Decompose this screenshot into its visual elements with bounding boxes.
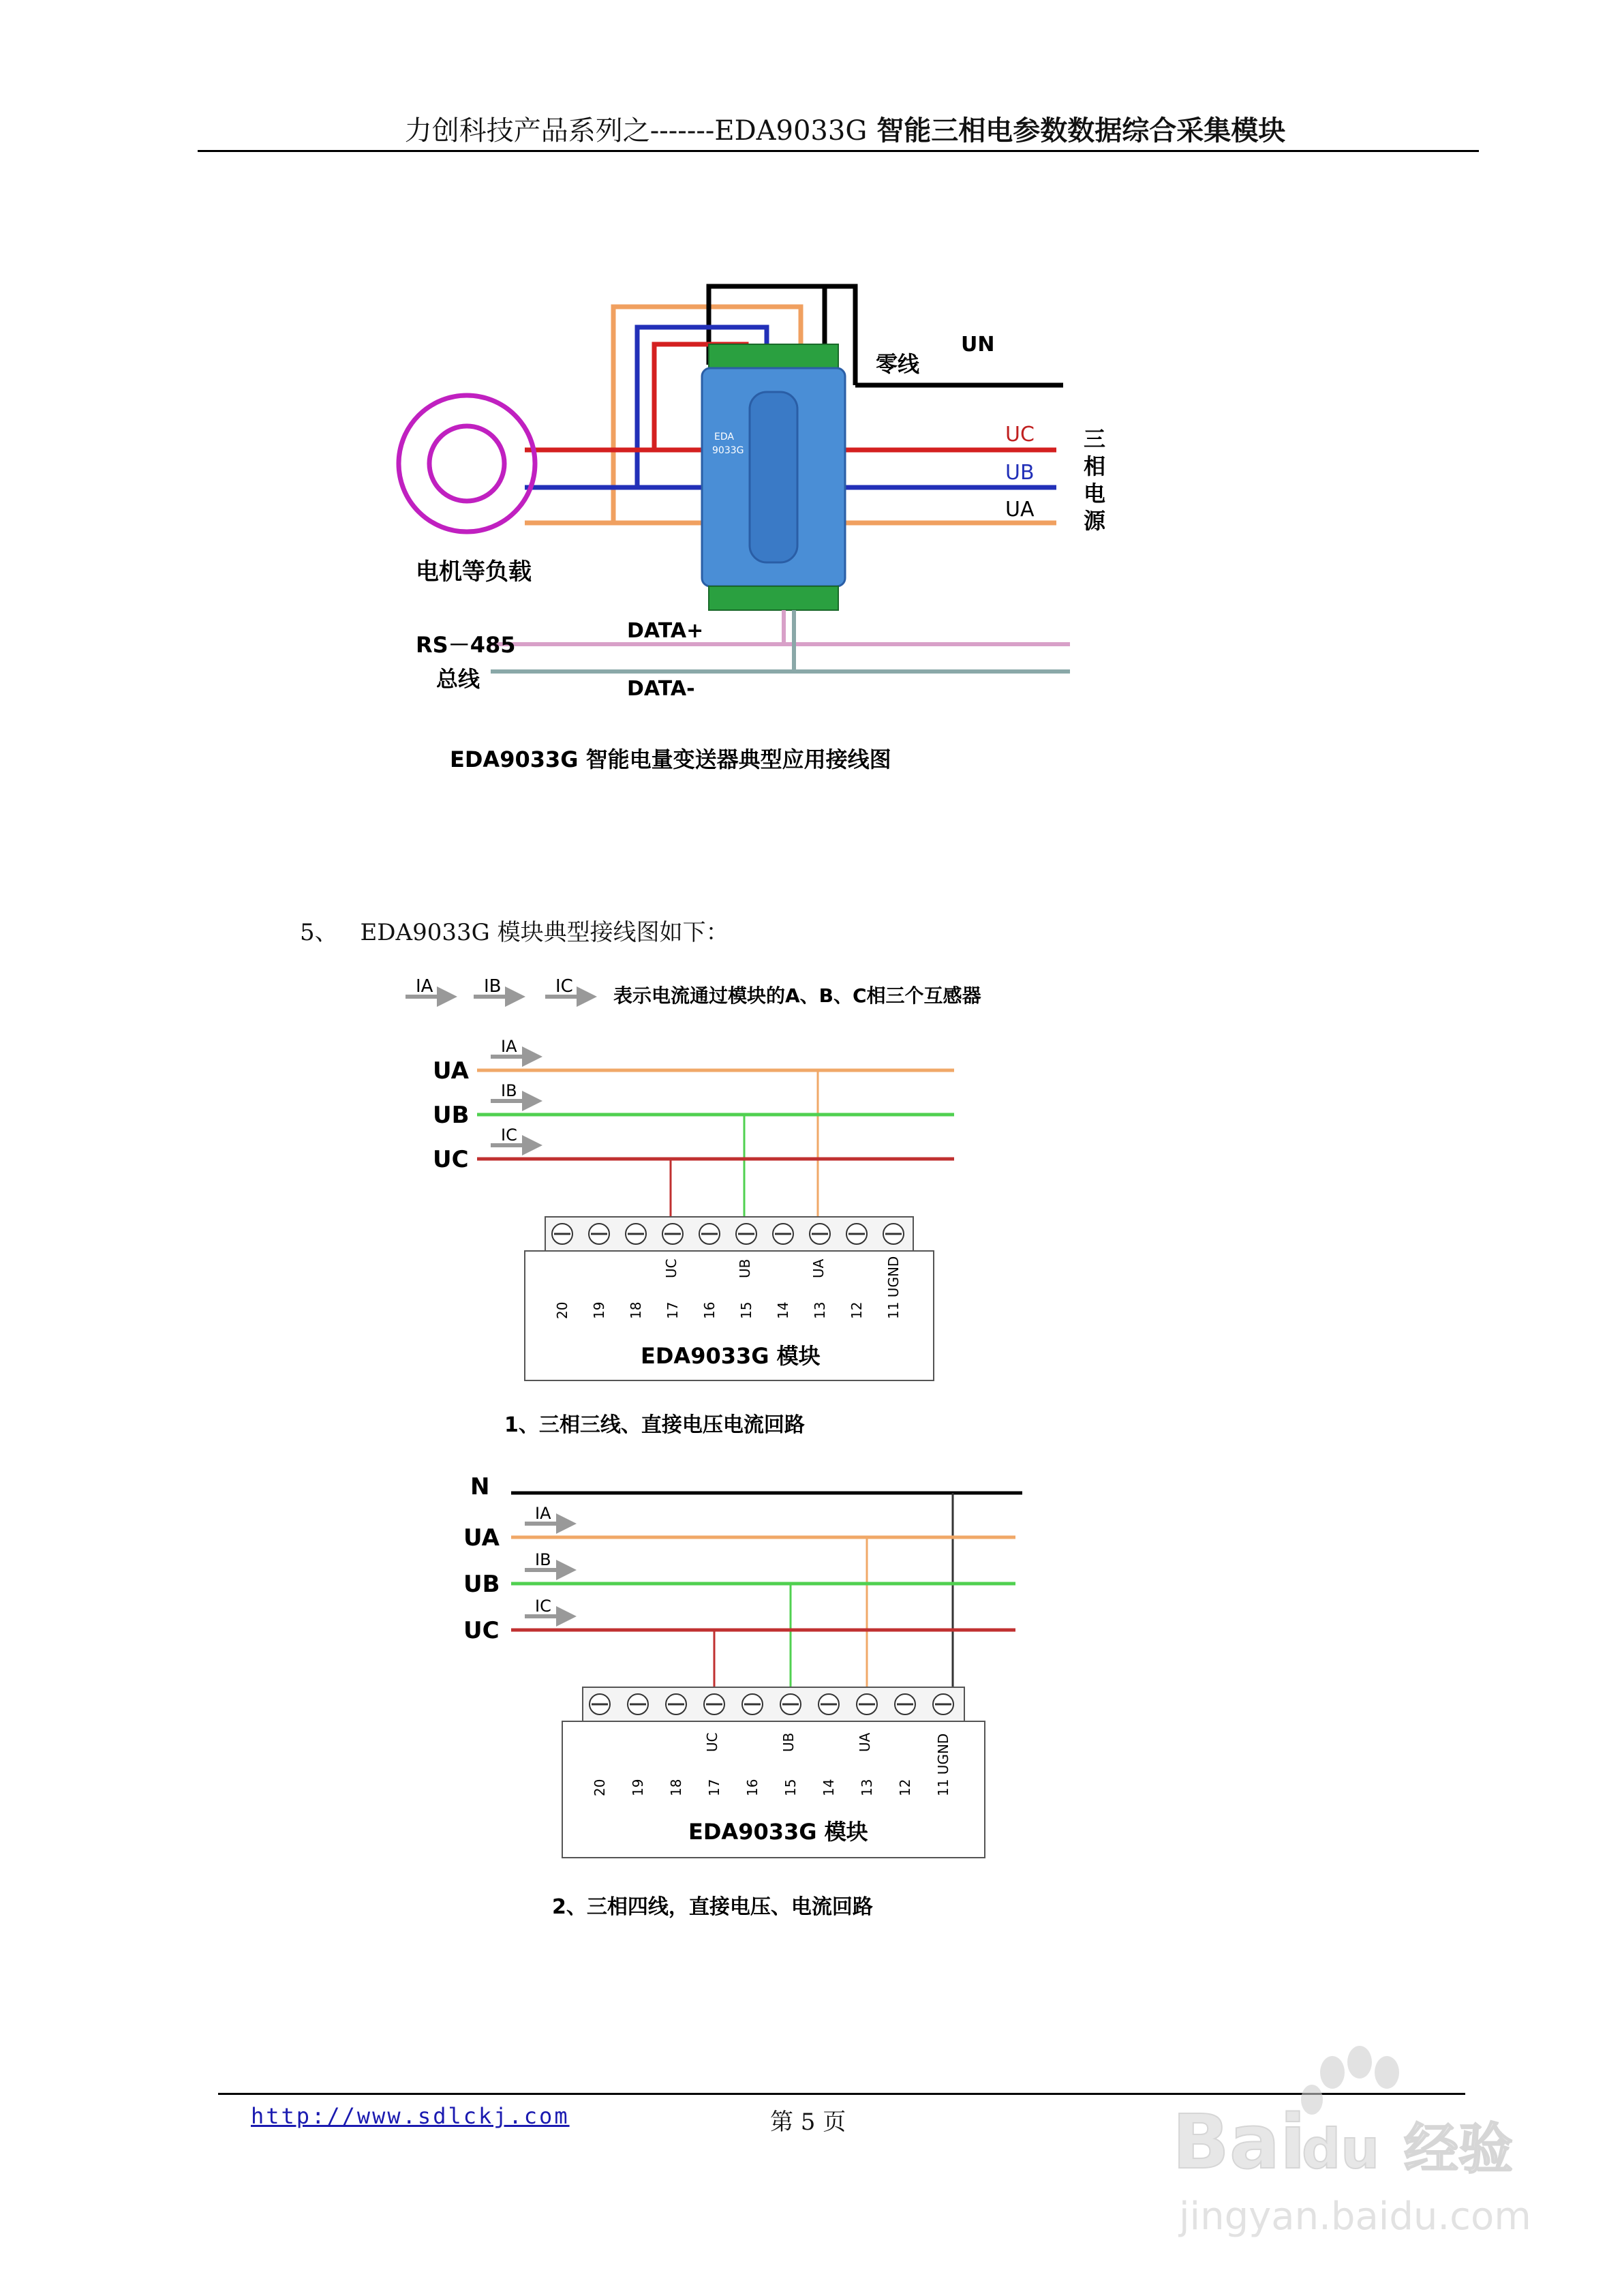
line-label-ub: UB (433, 1102, 470, 1129)
pin-number: 11 UGND (935, 1733, 951, 1796)
legend-arrow-ic (545, 976, 593, 997)
un-label: UN (961, 333, 995, 357)
pin-number: 14 (821, 1779, 837, 1796)
pin-number: 17 (664, 1301, 681, 1319)
figure2-caption: 1、三相三线、直接电压电流回路 (504, 1413, 805, 1437)
bus-label-1: RS－485 (416, 632, 516, 658)
line-label-ua: UA (433, 1057, 469, 1085)
power-char-2: 相 (1084, 453, 1106, 479)
pin-number: 12 (848, 1301, 865, 1319)
current-arrow-label-ic: IC (501, 1126, 517, 1145)
module-text-1: EDA (714, 432, 734, 442)
pin-label-ua: UA (857, 1732, 873, 1752)
module-label: EDA9033G 模块 (688, 1819, 868, 1845)
watermark-brand: Bai (1172, 2098, 1306, 2186)
pin-number: 14 (775, 1301, 791, 1319)
header-rule (198, 150, 1479, 152)
pin-number: 18 (668, 1779, 684, 1796)
pin-number: 20 (592, 1779, 608, 1796)
pin-number: 13 (812, 1301, 828, 1319)
power-char-3: 电 (1084, 481, 1106, 507)
data-plus-label: DATA+ (627, 619, 704, 643)
module-front-panel (750, 392, 797, 562)
pin-number: 19 (591, 1301, 607, 1319)
pin-label-ub: UB (737, 1258, 753, 1278)
footer-website-link[interactable]: http://www.sdlckj.com (251, 2103, 570, 2129)
pin-label-ub: UB (780, 1732, 797, 1752)
section-5-heading (300, 913, 729, 947)
pin-number: 16 (744, 1779, 761, 1796)
load-label: 电机等负载 (416, 558, 532, 586)
n-label: N (470, 1473, 490, 1500)
module-label: EDA9033G 模块 (641, 1343, 821, 1369)
paw-icon (1301, 2046, 1399, 2115)
baidu-watermark (1152, 2031, 1533, 2250)
figure-three-phase-three-wire (382, 968, 1131, 1445)
pin-label-uc: UC (663, 1258, 679, 1278)
current-arrow-label-ib: IB (501, 1081, 517, 1100)
pin-number: 15 (782, 1779, 799, 1796)
legend-arrow-ib (474, 976, 521, 997)
line-label-uc: UC (463, 1617, 500, 1644)
phase-label-uc: UC (1005, 423, 1035, 447)
line-label-uc: UC (433, 1146, 469, 1173)
neutral-label: 零线 (876, 351, 920, 377)
legend-ia-text: IA (416, 976, 433, 997)
pin-number: 16 (701, 1301, 718, 1319)
line-label-ub: UB (463, 1571, 500, 1598)
data-minus-label: DATA- (627, 677, 695, 701)
line-label-ua: UA (463, 1524, 500, 1552)
pin-number: 17 (706, 1779, 722, 1796)
current-arrow-label-ib: IB (535, 1550, 551, 1569)
pin-number: 19 (630, 1779, 646, 1796)
section-5-number: 5、 (300, 919, 338, 946)
pin-label-ua: UA (810, 1258, 827, 1278)
watermark-url: jingyan.baidu.com (1179, 2194, 1531, 2239)
pin-label-uc: UC (704, 1732, 720, 1752)
power-char-4: 源 (1084, 508, 1106, 534)
phase-label-ub: UB (1005, 461, 1035, 485)
pin-number: 11 UGND (885, 1256, 902, 1319)
watermark-brand2: du (1302, 2117, 1380, 2181)
module-terminals-bottom (709, 586, 838, 610)
load-ring-outer (399, 395, 535, 532)
figure-application-wiring (382, 269, 1145, 801)
module-text-2: 9033G (712, 445, 744, 456)
phase-label-ua: UA (1005, 498, 1035, 522)
watermark-brand-cn: 经验 (1404, 2117, 1513, 2181)
footer-page-number: 第 5 页 (770, 2109, 846, 2136)
power-char-1: 三 (1084, 426, 1106, 452)
bus-label-2: 总线 (436, 666, 480, 692)
legend-ic-text: IC (555, 976, 573, 997)
figure1-caption: EDA9033G 智能电量变送器典型应用接线图 (450, 746, 891, 772)
header-title-bold: 智能三相电参数数据综合采集模块 (867, 115, 1286, 147)
page-header (198, 109, 1493, 148)
load-ring-inner (429, 426, 504, 501)
legend-ib-text: IB (484, 976, 502, 997)
header-title-plain: 力创科技产品系列之-------EDA9033G (404, 115, 868, 147)
figure3-caption: 2、三相四线，直接电压、电流回路 (552, 1895, 873, 1919)
current-arrow-label-ic: IC (535, 1597, 551, 1616)
pin-number: 12 (897, 1779, 913, 1796)
pin-number: 15 (738, 1301, 754, 1319)
pin-number: 20 (554, 1301, 570, 1319)
current-arrow-label-ia: IA (535, 1504, 551, 1523)
figure-three-phase-four-wire (423, 1452, 1118, 1929)
section-5-text: EDA9033G 模块典型接线图如下： (360, 919, 729, 946)
legend-description: 表示电流通过模块的A、B、C相三个互感器 (613, 984, 981, 1007)
current-arrow-label-ia: IA (501, 1037, 517, 1056)
legend-arrow-ia (406, 976, 453, 997)
pin-number: 13 (859, 1779, 875, 1796)
pin-number: 18 (628, 1301, 644, 1319)
